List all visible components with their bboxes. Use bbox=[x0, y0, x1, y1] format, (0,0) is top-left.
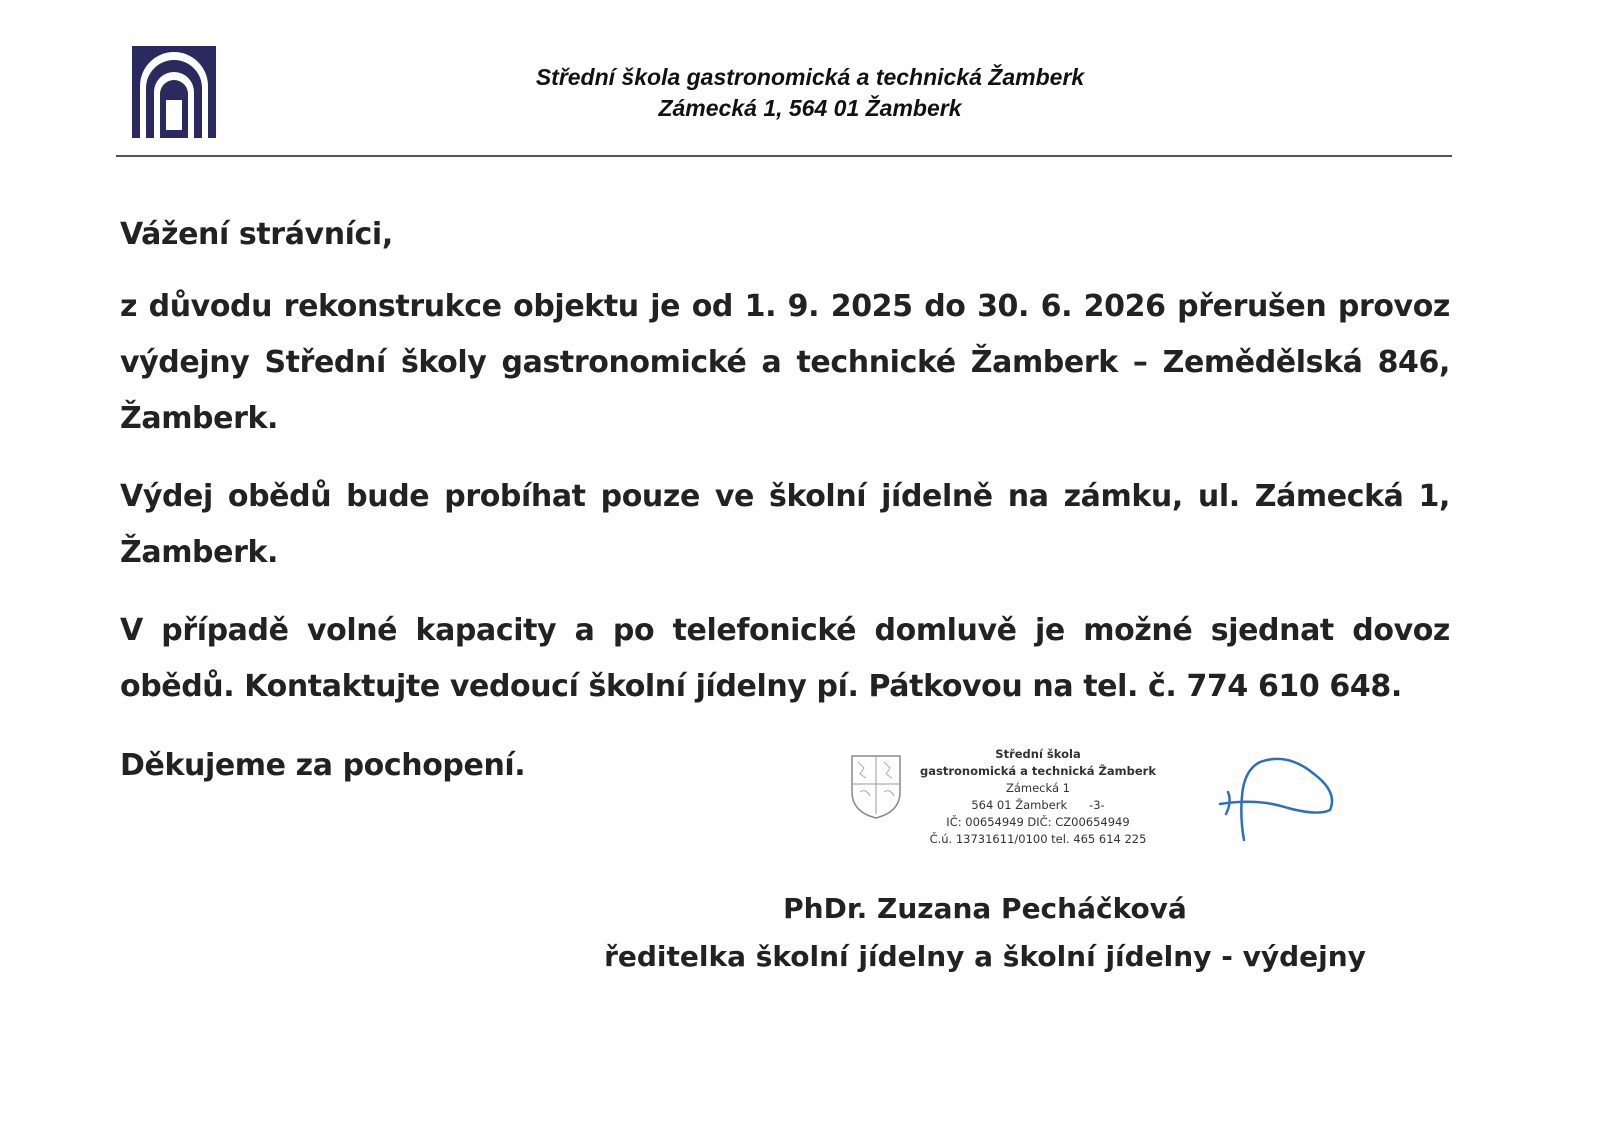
closing-thanks: Děkujeme za pochopení. bbox=[120, 748, 526, 783]
state-emblem-icon bbox=[848, 752, 904, 820]
handwritten-signature bbox=[1218, 752, 1368, 852]
signatory-block bbox=[580, 885, 1390, 981]
school-header bbox=[420, 62, 1200, 124]
school-arch-logo bbox=[132, 46, 216, 138]
paragraph-delivery-contact: V případě volné kapacity a po telefonické domluvě je možné sjednat dovoz obědů. Kontaktujte vedoucí školní jídelny pí. Pátkovou na tel. č. 774 610 648. bbox=[120, 613, 1450, 704]
official-stamp bbox=[848, 746, 1178, 856]
school-name: Střední škola gastronomická a technická Žamberk bbox=[535, 64, 1085, 90]
stamp-line-6: Č.ú. 13731611/0100 tel. 465 614 225 bbox=[929, 832, 1147, 846]
stamp-line-5: IČ: 00654949 DIČ: CZ00654949 bbox=[946, 815, 1130, 829]
signatory-title: ředitelka školní jídelny a školní jídelny - výdejny bbox=[604, 940, 1366, 973]
school-address: Zámecká 1, 564 01 Žamberk bbox=[658, 95, 962, 121]
stamp-line-1: Střední škola bbox=[995, 747, 1081, 761]
stamp-line-2: gastronomická a technická Žamberk bbox=[919, 764, 1156, 778]
stamp-text bbox=[908, 746, 1168, 848]
stamp-line-4: 564 01 Žamberk -3- bbox=[971, 798, 1105, 812]
stamp-line-3: Zámecká 1 bbox=[1005, 781, 1070, 795]
paragraph-closure-notice: z důvodu rekonstrukce objektu je od 1. 9. 2025 do 30. 6. 2026 přerušen provoz výdejny Střední školy gastronomické a technické Žamberk – Zemědělská 846, Žamberk. bbox=[120, 289, 1450, 436]
paragraph-lunch-location: Výdej obědů bude probíhat pouze ve školní jídelně na zámku, ul. Zámecká 1, Žamberk. bbox=[120, 479, 1450, 570]
signatory-name: PhDr. Zuzana Pecháčková bbox=[783, 892, 1187, 925]
salutation: Vážení strávníci, bbox=[120, 217, 393, 252]
header-divider bbox=[116, 155, 1452, 157]
